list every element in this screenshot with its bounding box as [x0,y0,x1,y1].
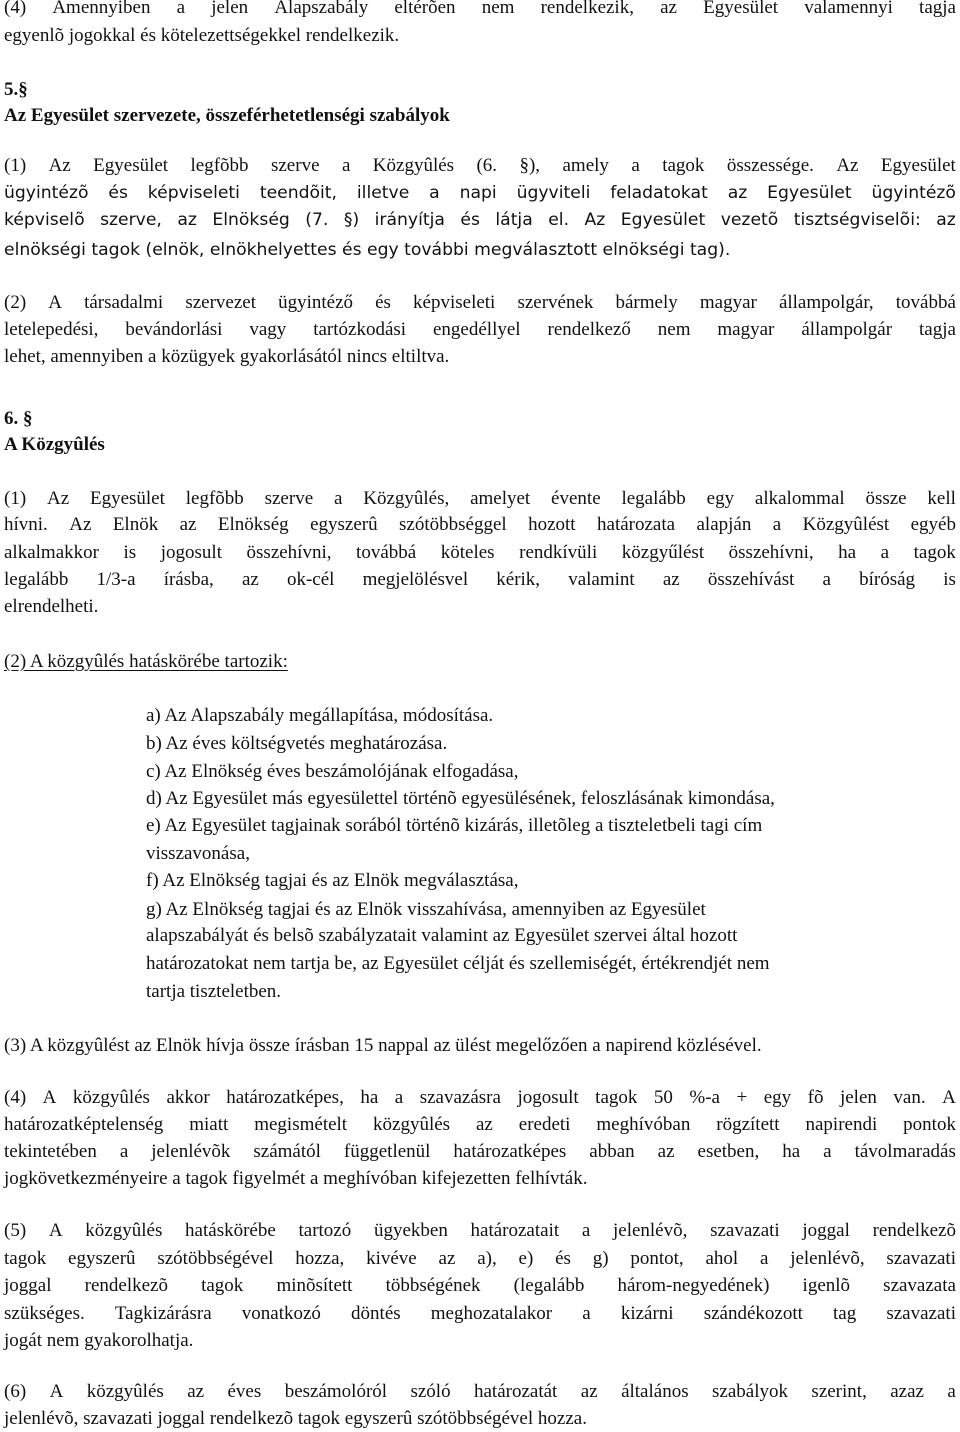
word: A [48,292,62,313]
text-line [4,485,956,512]
word: rendkívüli [519,542,598,563]
word: azaz [890,1381,924,1402]
word: napirendi [805,1114,878,1135]
word: a [119,1141,129,1162]
word: pontok [903,1114,956,1135]
word: a [759,1248,769,1269]
word: határozatát [474,1381,558,1402]
word: Az [46,488,70,509]
word: valamint [568,569,635,590]
word: Közgyûlés, [363,488,450,509]
word: továbbá [356,542,417,563]
word: + [736,1087,748,1108]
word: magyar [699,292,757,313]
word: ügyintéző [278,292,354,313]
text-line [4,1300,956,1327]
word: a), [477,1248,497,1269]
word: napi [459,183,497,203]
text-line: lehet, amennyiben a közügyek gyakorlásától nincs eltiltva. [4,346,450,367]
word: alkalommal [754,488,845,509]
word: minõsített [276,1275,353,1296]
word: (1) [4,488,27,509]
word: joggal [4,1275,52,1296]
word: szabályok [712,1381,788,1402]
word: szerve, [100,210,162,230]
list-item: c) Az Elnökség éves beszámolójának elfogadása, [146,761,519,782]
word: szándékozott [703,1303,803,1324]
word: összehívni, [246,542,332,563]
word: Alapszabály [274,0,369,18]
word: 1/3-a [96,569,136,590]
word: összehívást [707,569,795,590]
section-heading: Az Egyesület szervezete, összeférhetetlenségi szabályok [4,105,450,126]
word: szervének [517,292,594,313]
word: az [662,569,680,590]
word: szerint, [811,1381,867,1402]
word: rögzített [716,1114,780,1135]
word: egy [706,488,735,509]
word: a [772,514,782,535]
word: az [727,183,748,203]
word: letelepedési, [4,319,99,340]
word: tagja [918,319,956,340]
word: képviseleti [413,292,496,313]
word: határozatait [470,1220,560,1241]
word: évente [551,488,601,509]
text-line: elnökségi tagok (elnök, elnökhelyettes és egy további megválasztott elnökségi tag). [4,240,731,260]
word: magyar [717,319,775,340]
word: közgyûlés [72,1087,150,1108]
word: összehívni, [728,542,814,563]
word: az [475,1114,493,1135]
word: meghozatalakor [430,1303,553,1324]
word: ok-cél [286,569,335,590]
word: éves [227,1381,262,1402]
word: egyéb [910,514,956,535]
text-line [4,316,956,343]
word: és [460,210,480,230]
text-line [4,1272,956,1299]
word: továbbá [895,292,956,313]
word: tagja [919,0,956,18]
section-number: 5.§ [4,79,28,100]
word: a [947,1381,956,1402]
word: közgyűlést [621,542,705,563]
word: számától [253,1141,321,1162]
list-heading: (2) A közgyûlés hatáskörébe tartozik: [4,651,288,672]
word: meghívóban [596,1114,691,1135]
list-item: tartja tiszteletben. [146,981,282,1002]
word: pontot, [630,1248,684,1269]
word: szerve [264,488,314,509]
word: látja [495,210,533,230]
word: szerve [270,155,320,176]
word: szótöbbségével [157,1248,274,1269]
word: alkalmakkor [4,542,99,563]
word: az [438,1248,456,1269]
word: hatáskörébe [185,1220,276,1241]
word: közgyûlés [373,1114,451,1135]
word: A [42,1087,57,1108]
word: az [580,1381,598,1402]
text-line: egyenlõ jogokkal és kötelezettségekkel rendelkezik. [4,25,400,46]
word: a [333,488,343,509]
word: jelen [839,1087,877,1108]
word: Tagkizárásra [114,1303,212,1324]
word: (2) [4,292,27,313]
word: távolmaradás [854,1141,956,1162]
word: (1) [4,155,27,176]
word: ügyintézõ [871,183,956,203]
text-line: jelenlévõ, szavazati joggal rendelkezõ tagok egyszerû szótöbbségével hozza. [4,1408,587,1429]
word: nem [657,319,691,340]
word: három-negyedének) [617,1275,770,1296]
word: szervezet [185,292,256,313]
word: Az [69,514,92,535]
list-item: a) Az Alapszabály megállapítása, módosítása. [146,705,494,726]
word: határozatképes [453,1141,567,1162]
word: függetlenül [343,1141,431,1162]
word: kivéve [366,1248,417,1269]
word: eredeti [518,1114,571,1135]
word: a [631,155,640,176]
word: Egyesület [89,488,165,509]
word: szavazati [710,1220,780,1241]
word: kérik, [496,569,541,590]
word: írásba, [163,569,214,590]
word: illetve [356,183,410,203]
word: tagok [662,155,705,176]
word: vezetõ [720,210,779,230]
word: akkor [166,1087,210,1108]
word: tagok [201,1275,244,1296]
word: eltérõen [394,0,456,18]
word: abban [589,1141,635,1162]
word: egyszerû [310,514,378,535]
word: rendelkezik, [540,0,634,18]
word: állampolgár [801,319,893,340]
word: jelenlévõk [151,1141,231,1162]
word: határozatképes, [226,1087,344,1108]
word: Elnökség [212,210,290,230]
word: Közgyûlést [802,514,890,535]
word: az [177,210,197,230]
word: legalább [4,569,69,590]
word: is [123,542,137,563]
list-item: f) Az Elnökség tagjai és az Elnök megválasztása, [146,870,519,891]
word: feladatokat [610,183,708,203]
word: miatt [189,1114,229,1135]
list-item: visszavonása, [146,843,250,864]
word: alapján [696,514,752,535]
word: közgyûlés [85,1220,163,1241]
word: joggal [802,1220,850,1241]
word: Elnök [112,514,159,535]
word: döntés [351,1303,401,1324]
word: az [657,1141,675,1162]
word: a [394,1087,404,1108]
word: állampolgár, [778,292,874,313]
word: szükséges. [4,1303,85,1324]
list-item: b) Az éves költségvetés meghatározása. [146,733,448,754]
word: ha [838,542,857,563]
word: jogosult [517,1087,579,1108]
word: a [823,1141,832,1162]
word: (6. [476,155,498,176]
word: (7. [305,210,329,230]
word: társadalmi [84,292,164,313]
word: kell [927,488,956,509]
word: egyszerû [68,1248,136,1269]
word: 50 [653,1087,673,1108]
word: a [581,1220,591,1241]
word: (4) [4,1087,27,1108]
word: A [48,1220,63,1241]
word: az [179,514,197,535]
word: hívni. [4,514,48,535]
word: legfõbb [185,488,244,509]
word: a [582,1303,591,1324]
text-line [4,1111,956,1138]
word: és [375,292,391,313]
word: (4) [4,0,27,18]
word: szavazati [886,1303,956,1324]
word: tagok [595,1087,638,1108]
word: jelenlévõ, [790,1248,865,1269]
text-line [4,207,956,234]
word: tisztségviselõi: [793,210,921,230]
word: a [822,569,831,590]
word: köteles [440,542,495,563]
word: rendelkező [547,319,631,340]
list-item: határozatokat nem tartja be, az Egyesület célját és szellemiségét, értékrendjét nem [146,953,770,974]
word: Egyesület [703,0,779,18]
word: %-a [689,1087,720,1108]
word: közgyûlés [86,1381,164,1402]
word: el. [548,210,570,230]
word: többségének [385,1275,481,1296]
word: képviselõ [4,210,85,230]
word: tag [833,1303,857,1324]
word: egy [763,1087,792,1108]
word: esetben, [697,1141,760,1162]
word: ügyekben [373,1220,448,1241]
word: a [176,0,186,18]
word: a [880,542,890,563]
word: van. [893,1087,926,1108]
word: az [187,1381,205,1402]
word: Az [836,155,859,176]
word: §) [343,210,360,230]
text-line [4,289,956,316]
word: Egyesület [93,155,169,176]
word: határozatképtelenség [4,1114,164,1135]
text-line: jogát nem gyakorolhatja. [4,1330,194,1351]
list-item: e) Az Egyesület tagjainak sorából történõ kizárás, illetõleg a tiszteletbeli tagi cím [146,815,763,836]
word: (6) [4,1381,27,1402]
word: szóló [410,1381,451,1402]
word: legfõbb [190,155,249,176]
word: határozata [597,514,676,535]
word: rendelkezõ [872,1220,956,1241]
word: amely [562,155,609,176]
word: Egyesület [767,183,852,203]
word: és [108,183,128,203]
word: szavazata [883,1275,956,1296]
word: §), [519,155,541,176]
word: e) [518,1248,534,1269]
text-line: elrendelheti. [4,596,99,617]
list-item: g) Az Elnökség tagjai és az Elnök visszahívása, amennyiben az Egyesület [146,899,706,920]
word: tekintetében [4,1141,97,1162]
word: szavazati [886,1248,956,1269]
section-number: 6. § [4,408,33,429]
word: ahol [705,1248,739,1269]
word: fõ [807,1087,824,1108]
word: igenlõ [802,1275,851,1296]
word: az [936,210,956,230]
word: Egyesület [880,155,956,176]
word: ügyintézõ [4,183,89,203]
word: bevándorlási [125,319,223,340]
word: az [660,0,677,18]
text-line [4,539,956,566]
text-line: (3) A közgyûlést az Elnök hívja össze írásban 15 nappal az ülést megelőzően a napirend közlésével. [4,1035,762,1056]
word: össze [865,488,907,509]
word: megjelölésvel [362,569,469,590]
text-line: jogkövetkezményeire a tagok figyelmét a meghívóban kifejezetten felhívták. [4,1168,588,1189]
word: Elnökség [217,514,289,535]
word: általános [621,1381,689,1402]
word: A [49,1381,64,1402]
word: szavazásra [419,1087,501,1108]
word: hozza, [295,1248,345,1269]
word: ha [360,1087,379,1108]
word: jelen [211,0,249,18]
word: és [555,1248,571,1269]
list-item: alapszabályát és belsõ szabályzatait valamint az Egyesület szervei által hozott [146,925,738,946]
word: ügyviteli [516,183,591,203]
word: amelyet [470,488,531,509]
text-line [4,152,956,179]
word: g) [592,1248,609,1269]
word: Amennyiben [52,0,151,18]
text-line [4,511,956,538]
word: beszámolóról [284,1381,388,1402]
word: a [429,183,440,203]
word: az [241,569,259,590]
word: (legalább [513,1275,585,1296]
word: megismételt [254,1114,348,1135]
word: irányítja [374,210,445,230]
word: tartozó [298,1220,352,1241]
word: bíróság [859,569,916,590]
word: is [943,569,956,590]
word: vagy [249,319,287,340]
word: Az [584,210,606,230]
word: (5) [4,1220,27,1241]
word: jogosult [160,542,222,563]
word: A [942,1087,956,1108]
text-line [4,1378,956,1405]
word: Egyesület [620,210,706,230]
word: vonatkozó [241,1303,321,1324]
text-line [4,1245,956,1272]
word: rendelkezõ [84,1275,168,1296]
text-line [4,0,956,21]
word: ha [782,1141,801,1162]
word: a [341,155,351,176]
word: Az [48,155,71,176]
word: engedéllyel [433,319,521,340]
word: tagok [913,542,956,563]
word: jelenlévõ, [612,1220,688,1241]
word: nem [481,0,515,18]
text-line [4,1084,956,1111]
word: Közgyûlés [372,155,455,176]
word: kizárni [620,1303,674,1324]
text-line [4,1217,956,1244]
word: teendõit, [259,183,338,203]
word: tartózkodási [313,319,407,340]
word: legalább [621,488,686,509]
text-line [4,1138,956,1165]
section-heading: A Közgyûlés [4,434,105,455]
text-line [4,180,956,207]
word: képviseleti [147,183,240,203]
word: valamennyi [804,0,893,18]
word: szótöbbséggel [399,514,507,535]
word: összessége. [726,155,814,176]
word: bármely [615,292,678,313]
list-item: d) Az Egyesület más egyesülettel történõ egyesülésének, feloszlásának kimondása, [146,788,775,809]
word: tagok [4,1248,47,1269]
word: hozott [528,514,576,535]
text-line [4,566,956,593]
